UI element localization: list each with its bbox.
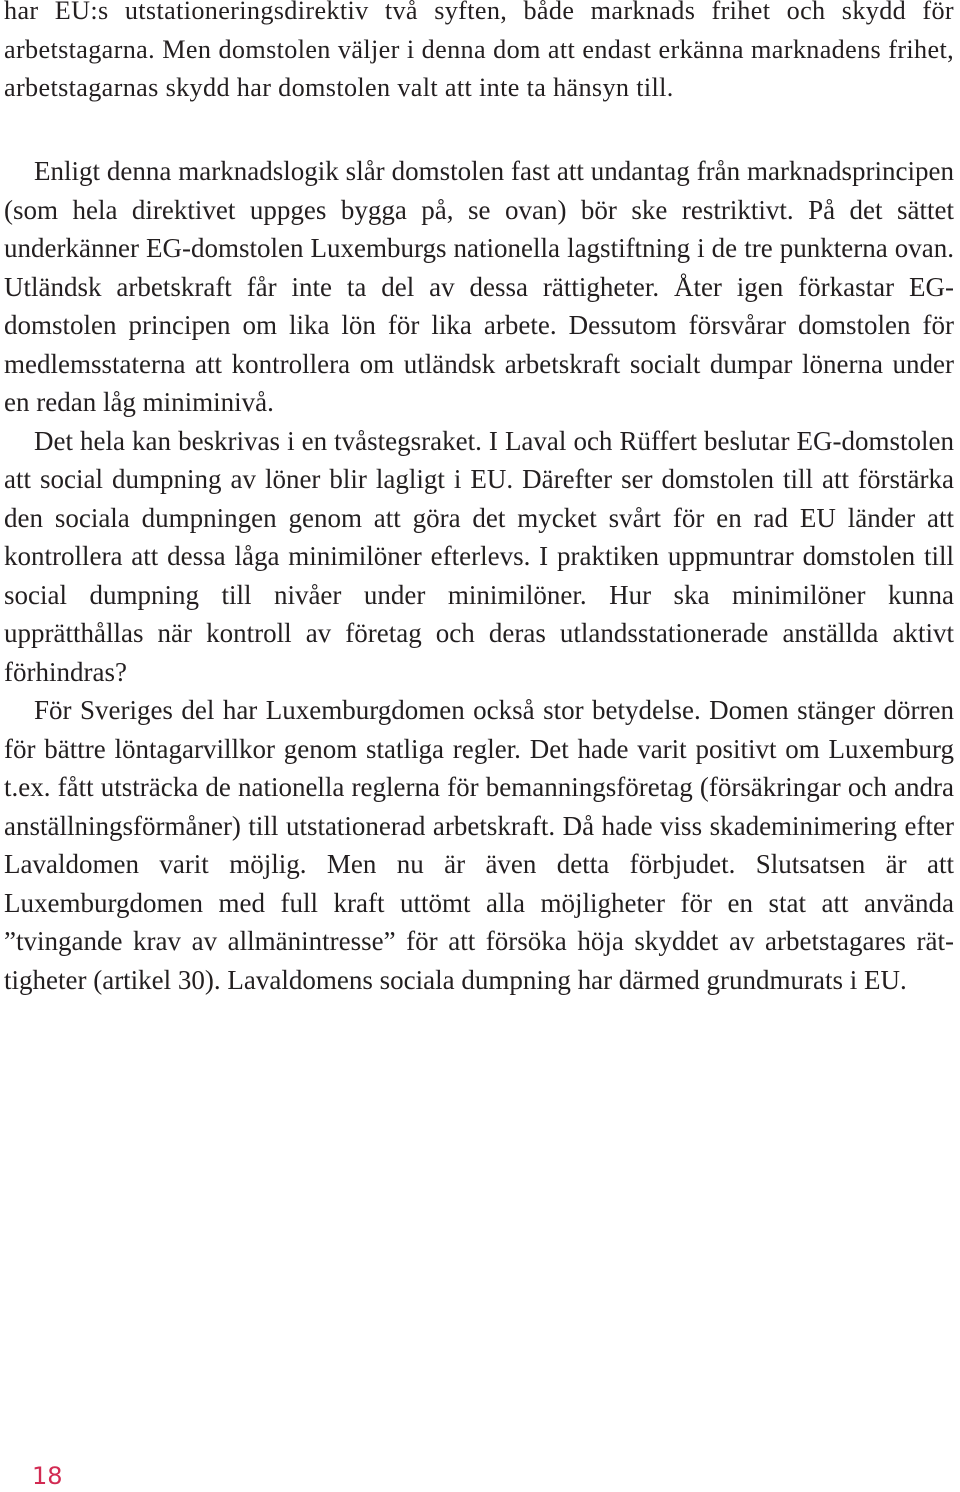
body-text-block <box>4 152 954 999</box>
paragraph-market-logic: Enligt denna marknadslogik slår domstolen fast att undantag från marknadsprincipen (som hela direktivet uppges bygga på, se ovan) bör ske restriktivt. På det sättet underkänner EG-domstolen Luxemburgs nationella lagstiftning i de tre punkterna ovan. Utländsk arbetskraft får inte ta del av dessa rättigheter. Åter igen förkastar EG-domstolen principen om lika lön för lika arbete. Dessutom försvårar domstolen för medlemsstaterna att kontrollera om utländsk arbetskraft socialt dumpar lönerna under en redan låg miniminivå. <box>4 156 954 417</box>
paragraph-two-stage-rocket: Det hela kan beskrivas i en tvåstegsraket. I Laval och Rüffert beslutar EG-domstolen att social dumpning av löner blir lagligt i EU. Därefter ser domstolen till att förstärka den sociala dumpningen genom att göra det mycket svårt för en rad EU länder att kontrollera att dessa låga minimilöner efterlevs. I praktiken uppmuntrar domstolen till social dumpning till nivåer under minimilöner. Hur ska minimilöner kunna upprätthållas när kontroll av företag och deras utlandsstationerade anställda aktivt förhindras? <box>4 425 954 687</box>
continued-text-block <box>4 0 954 108</box>
paragraph-continued: har EU:s utstationeringsdirektiv två syften, både marknads frihet och skydd för arbetstagarna. Men domstolen väljer i denna dom att endast erkänna marknadens frihet, arbetstagarnas skydd har domstolen valt att inte ta hänsyn till. <box>4 0 954 102</box>
paragraph-sweden-impact: För Sveriges del har Luxemburgdomen också stor betydelse. Domen stänger dörren för bättre löntagarvillkor genom statliga regler. Det hade varit positivt om Luxemburg t.ex. fått utsträcka de nationella reglerna för bemanningsföretag (försäkringar och andra anställningsförmåner) till utstationerad arbetskraft. Då hade viss skademinimering efter Lavaldomen varit möjlig. Men nu är även detta förbjudet. Slutsatsen är att Luxemburgdomen med full kraft uttömt alla möjligheter för en stat att använda ”tvingande krav av allmänintresse” för att försöka höja skyddet av arbetstagares rättigheter (artikel 30). Lavaldomens sociala dumpning har därmed grundmurats i EU. <box>4 695 954 995</box>
page-number: 18 <box>32 1462 63 1490</box>
